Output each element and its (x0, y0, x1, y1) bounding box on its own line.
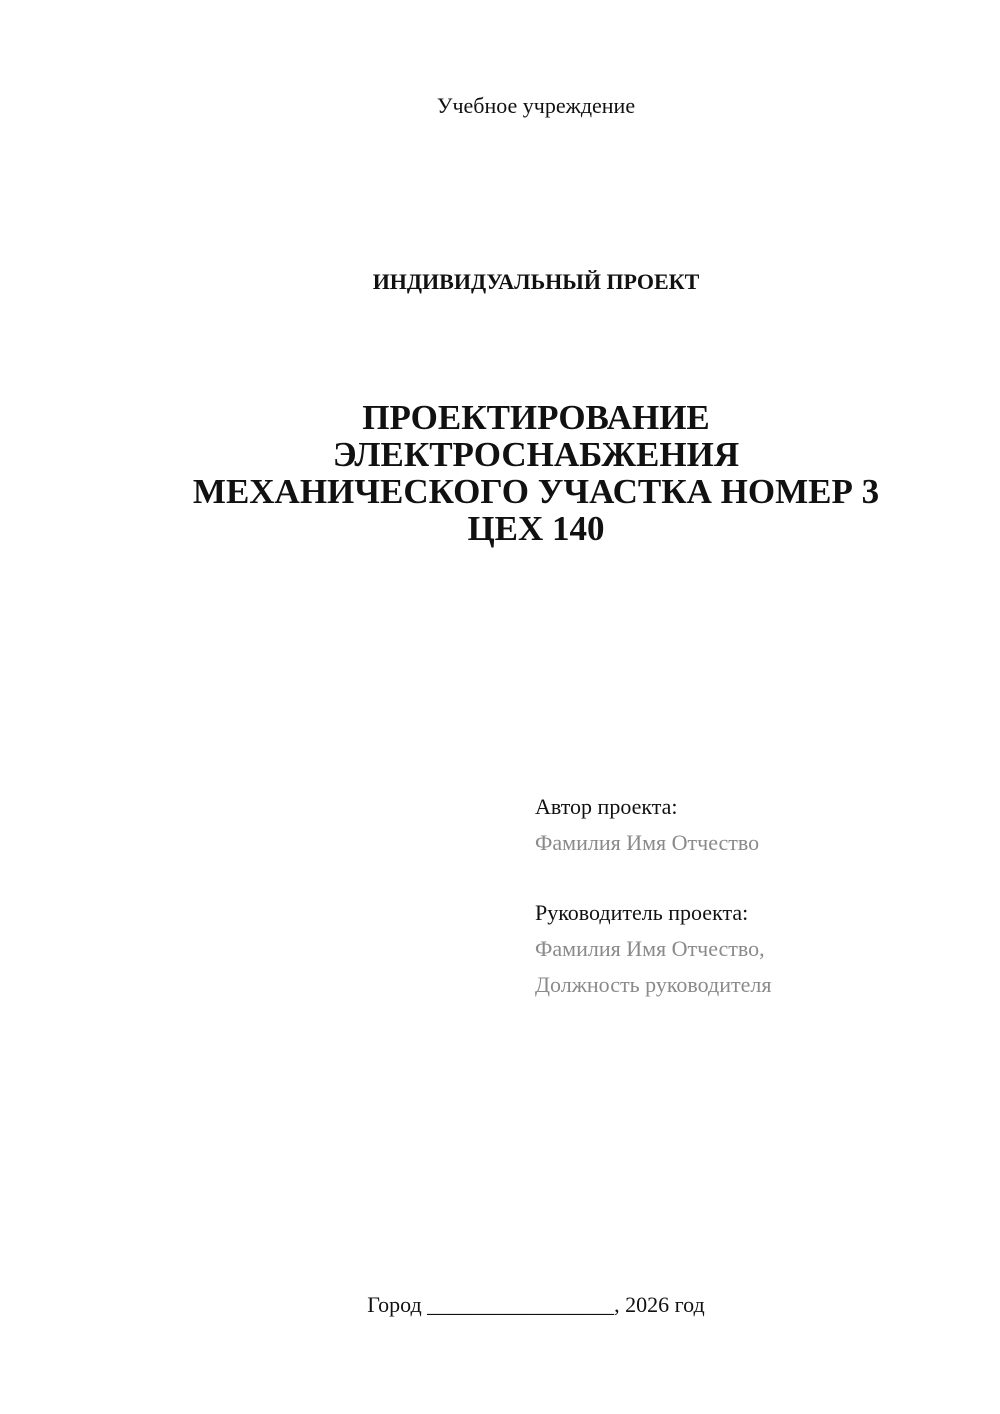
project-title (120, 399, 952, 547)
supervisor-position-placeholder: Должность руководителя (535, 972, 772, 997)
supervisor-label: Руководитель проекта: (535, 900, 749, 925)
spacer (535, 861, 975, 895)
project-title-line: ПРОЕКТИРОВАНИЕ (362, 398, 710, 437)
project-title-line: МЕХАНИЧЕСКОГО УЧАСТКА НОМЕР 3 (192, 472, 880, 511)
institution-name: Учебное учреждение (436, 93, 636, 118)
author-name-placeholder: Фамилия Имя Отчество (535, 830, 760, 855)
city-year-footer: Город _________________, 2026 год (367, 1292, 705, 1317)
author-label: Автор проекта: (535, 794, 678, 819)
credits-block (535, 789, 975, 1003)
project-title-line: ЦЕХ 140 (467, 509, 605, 548)
supervisor-name-placeholder: Фамилия Имя Отчество, (535, 936, 765, 961)
project-title-line: ЭЛЕКТРОСНАБЖЕНИЯ (332, 435, 740, 474)
project-type-heading: ИНДИВИДУАЛЬНЫЙ ПРОЕКТ (372, 269, 700, 294)
